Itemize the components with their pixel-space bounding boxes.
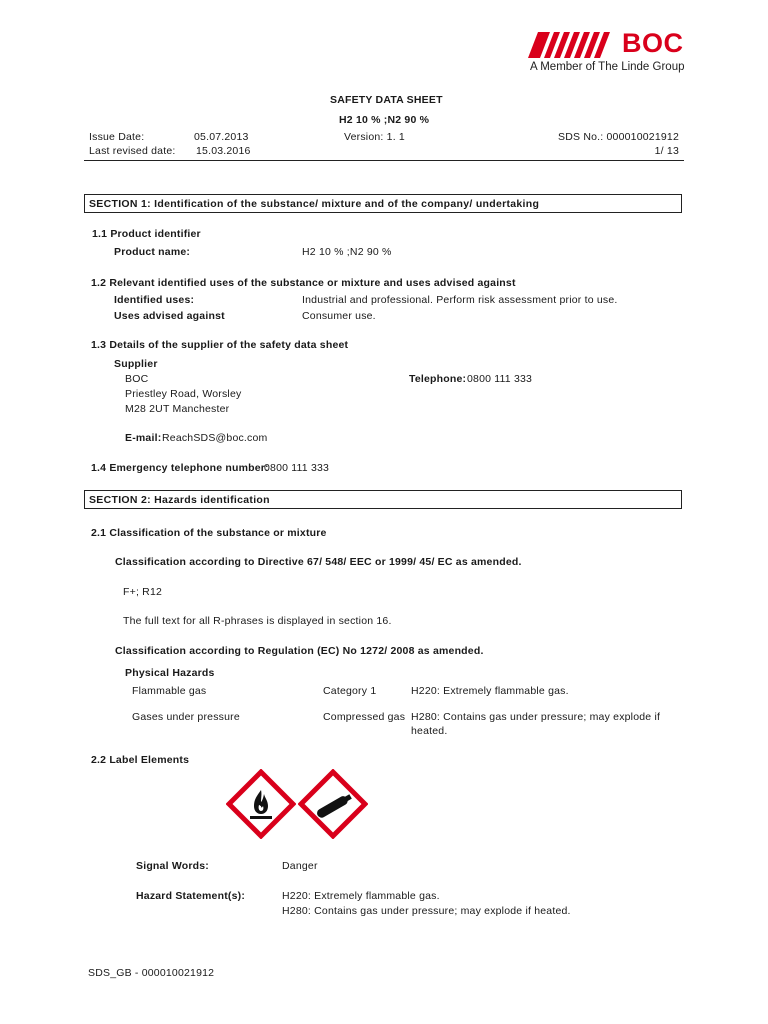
hazard-category: Category 1: [323, 685, 377, 697]
logo-brand: BOC: [622, 28, 684, 58]
section-1-2-heading: 1.2 Relevant identified uses of the substance or mixture and uses advised against: [91, 277, 516, 289]
section-2-2-heading: 2.2 Label Elements: [91, 754, 190, 766]
email-label: E-mail:: [125, 432, 162, 444]
supplier-address-line: M28 2UT Manchester: [125, 403, 230, 415]
page-number: 1/ 13: [654, 145, 679, 157]
telephone-label: Telephone:: [409, 373, 467, 385]
revised-date-label: Last revised date:: [89, 145, 176, 157]
hazard-name: Flammable gas: [132, 685, 207, 697]
version: Version: 1. 1: [344, 131, 405, 143]
physical-hazards-label: Physical Hazards: [125, 667, 215, 679]
signal-words-value: Danger: [282, 860, 318, 872]
product-name-label: Product name:: [114, 246, 191, 258]
section-1-1-heading: 1.1 Product identifier: [92, 228, 201, 240]
hazard-category: Compressed gas: [323, 711, 406, 723]
revised-date-value: 15.03.2016: [196, 145, 251, 157]
logo-stripes-icon: [528, 32, 620, 58]
section-1-title: SECTION 1: Identification of the substance/ mixture and of the company/ undertaking: [89, 198, 540, 210]
issue-date-value: 05.07.2013: [194, 131, 249, 143]
hazard-statement-line: H280: Contains gas under pressure; may explode if heated.: [282, 905, 571, 917]
hazard-name: Gases under pressure: [132, 711, 240, 723]
r-phrase: F+; R12: [123, 586, 163, 598]
document-title: SAFETY DATA SHEET: [330, 94, 443, 106]
section-2-1-heading: 2.1 Classification of the substance or mixture: [91, 527, 327, 539]
footer-document-id: SDS_GB - 000010021912: [88, 967, 215, 979]
identified-uses-label: Identified uses:: [114, 294, 195, 306]
header-product: H2 10 % ;N2 90 %: [339, 114, 430, 126]
emergency-telephone-label: 1.4 Emergency telephone number:: [91, 462, 269, 474]
sds-number: SDS No.: 000010021912: [558, 131, 679, 143]
gas-cylinder-pictogram-icon: [298, 769, 368, 839]
section-1-3-heading: 1.3 Details of the supplier of the safety data sheet: [91, 339, 349, 351]
supplier-address-line: Priestley Road, Worsley: [125, 388, 242, 400]
uses-advised-against-label: Uses advised against: [114, 310, 225, 322]
issue-date-label: Issue Date:: [89, 131, 145, 143]
hazard-statement: H280: Contains gas under pressure; may explode if: [411, 711, 661, 723]
flame-pictogram-icon: [226, 769, 296, 839]
hazard-statement-line: H220: Extremely flammable gas.: [282, 890, 440, 902]
section-1-header: [84, 194, 682, 213]
directive-classification-heading: Classification according to Directive 67/ 548/ EEC or 1999/ 45/ EC as amended.: [115, 556, 522, 568]
emergency-telephone-value: 0800 111 333: [264, 462, 330, 474]
header-divider: [84, 160, 684, 161]
hazard-statements-label: Hazard Statement(s):: [136, 890, 246, 902]
email-value[interactable]: ReachSDS@boc.com: [162, 432, 268, 444]
hazard-statement: H220: Extremely flammable gas.: [411, 685, 569, 697]
hazard-statement-continued: heated.: [411, 725, 448, 737]
identified-uses-value: Industrial and professional. Perform risk assessment prior to use.: [302, 294, 618, 306]
product-name-value: H2 10 % ;N2 90 %: [302, 246, 392, 258]
supplier-label: Supplier: [114, 358, 158, 370]
supplier-name: BOC: [125, 373, 149, 385]
signal-words-label: Signal Words:: [136, 860, 209, 872]
r-phrase-full-text-note: The full text for all R-phrases is displayed in section 16.: [123, 615, 392, 627]
section-2-title: SECTION 2: Hazards identification: [89, 494, 270, 506]
section-2-header: [84, 490, 682, 509]
uses-advised-against-value: Consumer use.: [302, 310, 376, 322]
regulation-classification-heading: Classification according to Regulation (EC) No 1272/ 2008 as amended.: [115, 645, 484, 657]
telephone-value: 0800 111 333: [467, 373, 533, 385]
logo-tagline: A Member of The Linde Group: [530, 61, 685, 73]
